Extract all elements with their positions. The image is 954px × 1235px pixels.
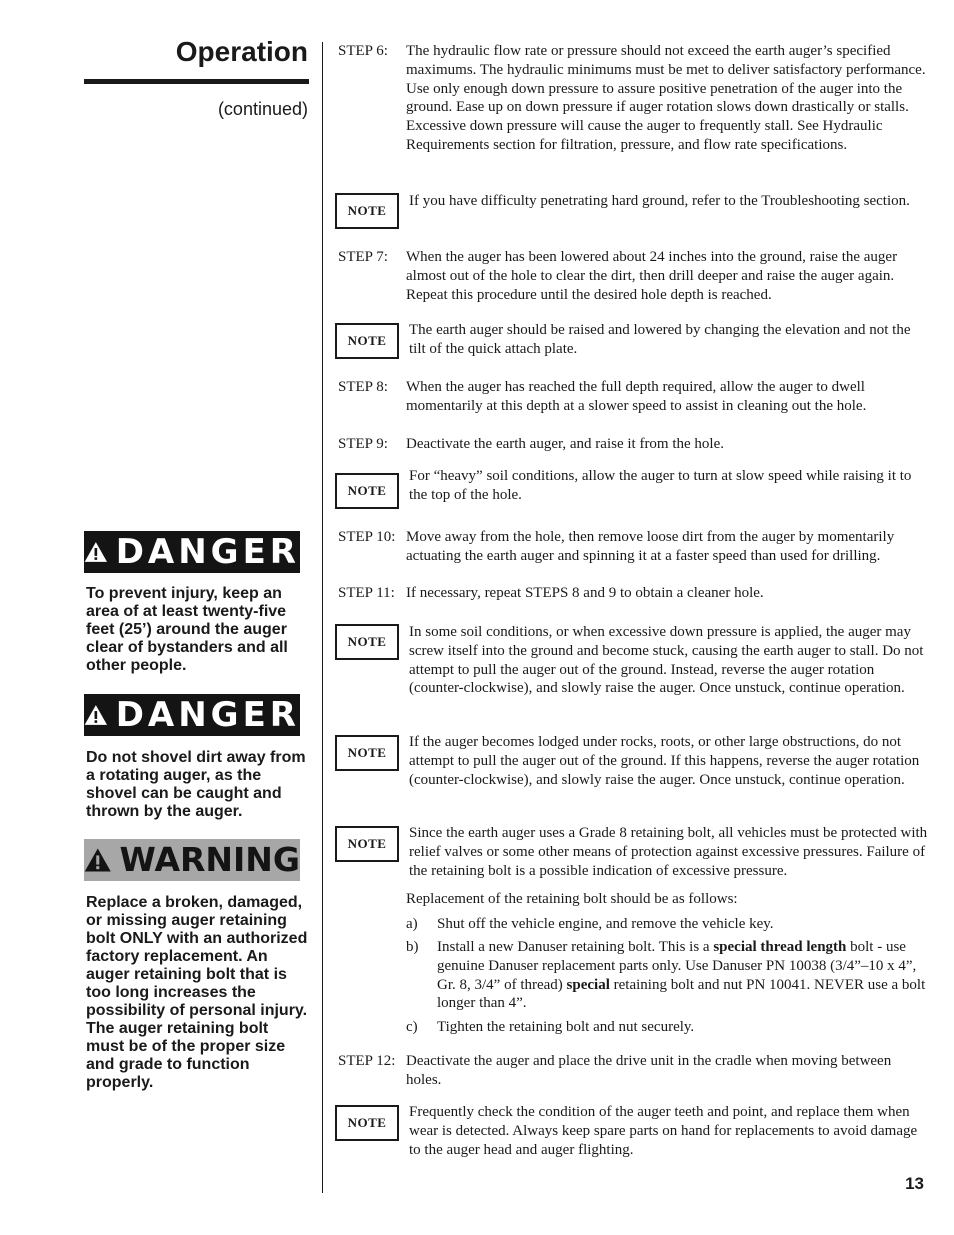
note-badge: NOTE [335,473,399,509]
sub-text-emphasis: special thread length [713,939,847,955]
step-label: STEP 11: [338,585,395,601]
note-text: Since the earth auger uses a Grade 8 retaining bolt, all vehicles must be protected with relief valves or some other means of protection against excessive pressures. Failure of the retaining bolt is a possible indication of excessive pressure. [409,825,928,879]
note-1 [335,192,930,218]
sub-label: c) [406,1019,418,1035]
warning-sign [84,839,300,881]
continued-label: (continued) [217,99,308,119]
note-text: In some soil conditions, or when excessive down pressure is applied, the auger may screw itself into the ground and become stuck, causing the earth auger to stall. Do not attempt to pull the auger out of the ground. Instead, reverse the auger rotation (counter-clockwise), and slowly raise the auger. Once unstuck, continue operation. [409,624,924,697]
step-text: When the auger has reached the full depth required, allow the auger to dwell momentarily at this depth at a slower speed to assist in cleaning out the hole. [406,379,867,414]
step-6 [338,42,928,155]
sub-text-part: Install a new Danuser retaining bolt. This is a [437,939,714,955]
sub-text: Shut off the vehicle engine, and remove the vehicle key. [437,916,774,932]
step-text: If necessary, repeat STEPS 8 and 9 to obtain a cleaner hole. [406,585,764,601]
page-number: 13 [905,1174,924,1193]
note-badge: NOTE [335,193,399,229]
note-text: If the auger becomes lodged under rocks, roots, or other large obstructions, do not attempt to pull the auger out of the ground. If this happens, reverse the auger rotation (counter-clockwise), and slowly raise the auger. Once unstuck, continue operation. [409,734,920,788]
note-text: For “heavy” soil conditions, allow the auger to turn at slow speed while raising it to the top of the hole. [409,468,912,503]
step-text: Deactivate the earth auger, and raise it from the hole. [406,436,725,452]
sub-text: Tighten the retaining bolt and nut securely. [437,1019,695,1035]
danger-sign-1 [84,531,300,573]
danger-signal-word: DANGER [115,532,300,572]
note-3 [335,467,930,505]
warning-signal-word: WARNING [119,840,300,879]
danger-sign-2 [84,694,300,736]
bolt-step-b [406,938,928,1013]
step-text: The hydraulic flow rate or pressure should not exceed the earth auger’s specified maximums. The hydraulic minimums must be met to deliver satisfactory performance. Use only enough down pressure to assure positive penetration of the auger into the ground. Ease up on down pressure if auger rotation slows down drastically or stalls. Excessive down pressure will cause the auger to frequently stall. See Hydraulic Requirements section for filtration, pressure, and flow rate specifications. [406,43,926,153]
note-text: If you have difficulty penetrating hard ground, refer to the Troubleshooting section. [409,193,910,209]
note-badge: NOTE [335,826,399,862]
note-text: Frequently check the condition of the auger teeth and point, and replace them when wear is detected. Always keep spare parts on hand for replacements to avoid damage to the auger head and auger flighting. [409,1104,918,1158]
step-label: STEP 7: [338,249,388,265]
step-11 [338,584,928,603]
note-7 [335,1103,930,1159]
bolt-replacement-intro: Replacement of the retaining bolt should be as follows: [406,891,738,907]
step-text: When the auger has been lowered about 24 inches into the ground, raise the auger almost out of the hole to clear the dirt, then drill deeper and raise the auger again. Repeat this procedure until the desired hole depth is reached. [406,249,898,303]
title-rule [84,79,309,84]
step-label: STEP 10: [338,529,396,545]
hazard-triangle-icon [84,536,108,568]
step-text: Move away from the hole, then remove loose dirt from the auger by momentarily actuating the earth auger and spinning it at a faster speed than used for drilling. [406,529,895,564]
step-12 [338,1052,928,1090]
bolt-step-c [406,1018,928,1037]
sub-text [437,938,928,1013]
bolt-step-a [406,915,928,934]
step-7 [338,248,928,304]
step-10 [338,528,928,566]
warning-message: Replace a broken, damaged, or missing auger retaining bolt ONLY with an authorized factory replacement. An auger retaining bolt that is too long increases the possibility of personal injury. The auger retaining bolt must be of the proper size and grade to function properly. [86,894,308,1091]
step-label: STEP 9: [338,436,388,452]
note-4 [335,623,930,698]
note-badge: NOTE [335,1105,399,1141]
danger-message-1: To prevent injury, keep an area of at least twenty-five feet (25’) around the auger clear of bystanders and all other people. [86,585,288,674]
sub-text-emphasis: special [566,976,610,993]
note-badge: NOTE [335,323,399,359]
note-text: The earth auger should be raised and lowered by changing the elevation and not the tilt of the quick attach plate. [409,322,911,357]
sub-label: a) [406,916,418,932]
page-title: Operation [175,36,308,67]
note-6 [335,824,930,880]
sub-text-part: retaining bolt and nut PN 10041. NEVER use a bolt longer than 4”. [437,976,926,1012]
hazard-triangle-icon [84,844,112,876]
note-badge: NOTE [335,735,399,771]
note-badge: NOTE [335,624,399,660]
step-label: STEP 12: [338,1053,396,1069]
hazard-triangle-icon [84,699,108,731]
danger-message-2: Do not shovel dirt away from a rotating auger, as the shovel can be caught and thrown by the auger. [86,749,306,820]
step-label: STEP 8: [338,379,388,395]
step-text: Deactivate the auger and place the drive unit in the cradle when moving between holes. [406,1053,892,1088]
step-9 [338,435,928,454]
sub-label: b) [406,939,419,955]
column-divider [322,42,323,1193]
sub-text-part: bolt - use genuine Danuser replacement parts only. Use Danuser PN 10038 (3/4”–10 x 4”, Gr. 8, 3/4” of thread) [437,939,917,993]
note-5 [335,733,930,789]
step-label: STEP 6: [338,43,388,59]
danger-signal-word: DANGER [115,695,300,735]
note-2 [335,321,930,359]
step-8 [338,378,928,416]
